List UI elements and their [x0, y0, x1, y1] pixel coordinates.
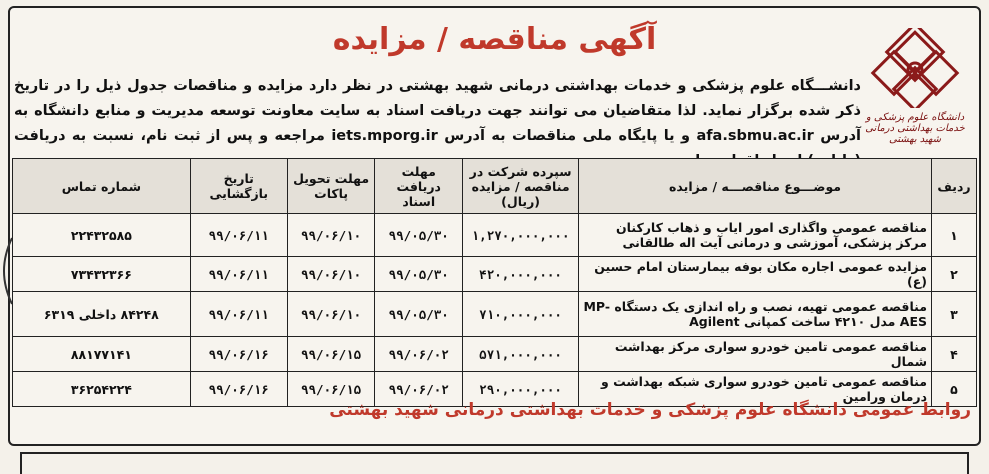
row-deliver-date: ۹۹/۰۶/۱۰ — [287, 257, 375, 292]
row-opening-date: ۹۹/۰۶/۱۶ — [190, 337, 287, 372]
row-number: ۵ — [932, 372, 977, 407]
row-opening-date: ۹۹/۰۶/۱۱ — [190, 214, 287, 257]
row-contact: ۸۸۱۷۷۱۴۱ — [13, 337, 191, 372]
row-opening-date: ۹۹/۰۶/۱۶ — [190, 372, 287, 407]
row-contact: ۲۲۴۳۲۵۸۵ — [13, 214, 191, 257]
row-deposit: ۲۹۰,۰۰۰,۰۰۰ — [463, 372, 579, 407]
col-header-deliver: مهلت تحویل پاکات — [287, 159, 375, 214]
col-header-contact: شماره تماس — [13, 159, 191, 214]
row-deliver-date: ۹۹/۰۶/۱۰ — [287, 214, 375, 257]
table-row — [13, 214, 977, 257]
col-header-opening: تاریخ بازگشایی — [190, 159, 287, 214]
row-deposit: ۴۲۰,۰۰۰,۰۰۰ — [463, 257, 579, 292]
row-deliver-date: ۹۹/۰۶/۱۵ — [287, 372, 375, 407]
table-row — [13, 292, 977, 337]
table-row — [13, 257, 977, 292]
page-title: آگهی مناقصه / مزایده — [332, 22, 657, 57]
col-header-receive: مهلت دریافت اسناد — [375, 159, 463, 214]
row-subject: مناقصه عمومی واگذاری امور ایاب و ذهاب کارکنان مرکز پزشکی، آموزشی و درمانی آیت اله طالقانی — [579, 214, 932, 257]
row-deposit: ۵۷۱,۰۰۰,۰۰۰ — [463, 337, 579, 372]
row-subject: مناقصه عمومی تامین خودرو سواری مرکز بهداشت شمال — [579, 337, 932, 372]
row-deliver-date: ۹۹/۰۶/۱۵ — [287, 337, 375, 372]
col-header-deposit: سپرده شرکت در مناقصه / مزایده (ریال) — [463, 159, 579, 214]
row-number: ۲ — [932, 257, 977, 292]
footer-public-relations: روابط عمومی دانشگاه علوم پزشکی و خدمات بهداشتی درمانی شهید بهشتی — [329, 400, 971, 420]
col-header-subject: موضـــوع مناقصـــه / مزایده — [579, 159, 932, 214]
row-receive-date: ۹۹/۰۵/۳۰ — [375, 292, 463, 337]
row-deposit: ۱,۲۷۰,۰۰۰,۰۰۰ — [463, 214, 579, 257]
row-subject: مناقصه عمومی تامین خودرو سواری شبکه بهداشت و درمان ورامین — [579, 372, 932, 407]
row-number: ۱ — [932, 214, 977, 257]
row-subject: مناقصه عمومی تهیه، نصب و راه اندازی یک دستگاه MP-AES مدل ۴۲۱۰ ساخت کمپانی Agilent — [579, 292, 932, 337]
intro-paragraph: دانشـــگاه علوم پزشکی و خدمات بهداشتی درمانی شهید بهشتی در نظر دارد مزایده و مناقصات جدول ذیل را در تاریخ ذکر شده برگزار نماید. لذا متقاضیان می توانند جهت دریافت اسناد به سایت معاونت توسعه مدیریت و منابع دانشگاه به آدرس afa.sbmu.ac.ir و یا پایگاه ملی مناقصات به آدرس iets.mporg.ir مراجعه و پس از ثبت نام، نسبت به دریافت — [14, 78, 861, 144]
row-number: ۴ — [932, 337, 977, 372]
row-deposit: ۷۱۰,۰۰۰,۰۰۰ — [463, 292, 579, 337]
row-receive-date: ۹۹/۰۶/۰۲ — [375, 372, 463, 407]
table-row — [13, 337, 977, 372]
row-deliver-date: ۹۹/۰۶/۱۰ — [287, 292, 375, 337]
col-header-row: ردیف — [932, 159, 977, 214]
row-contact: ۸۴۲۴۸ داخلی ۶۳۱۹ — [13, 292, 191, 337]
row-receive-date: ۹۹/۰۶/۰۲ — [375, 337, 463, 372]
next-notice-border — [20, 452, 969, 474]
row-subject: مزایده عمومی اجاره مکان بوفه بیمارستان امام حسین (ع) — [579, 257, 932, 292]
tender-table — [12, 158, 977, 407]
row-opening-date: ۹۹/۰۶/۱۱ — [190, 292, 287, 337]
table-header-row — [13, 159, 977, 214]
row-contact: ۷۳۴۳۲۳۶۶ — [13, 257, 191, 292]
row-receive-date: ۹۹/۰۵/۳۰ — [375, 214, 463, 257]
row-receive-date: ۹۹/۰۵/۳۰ — [375, 257, 463, 292]
row-opening-date: ۹۹/۰۶/۱۱ — [190, 257, 287, 292]
row-number: ۳ — [932, 292, 977, 337]
logo-caption: دانشگاه علوم پزشکی و خدمات بهداشتی درمانی شهید بهشتی — [865, 112, 965, 145]
row-contact: ۳۶۲۵۴۲۲۴ — [13, 372, 191, 407]
